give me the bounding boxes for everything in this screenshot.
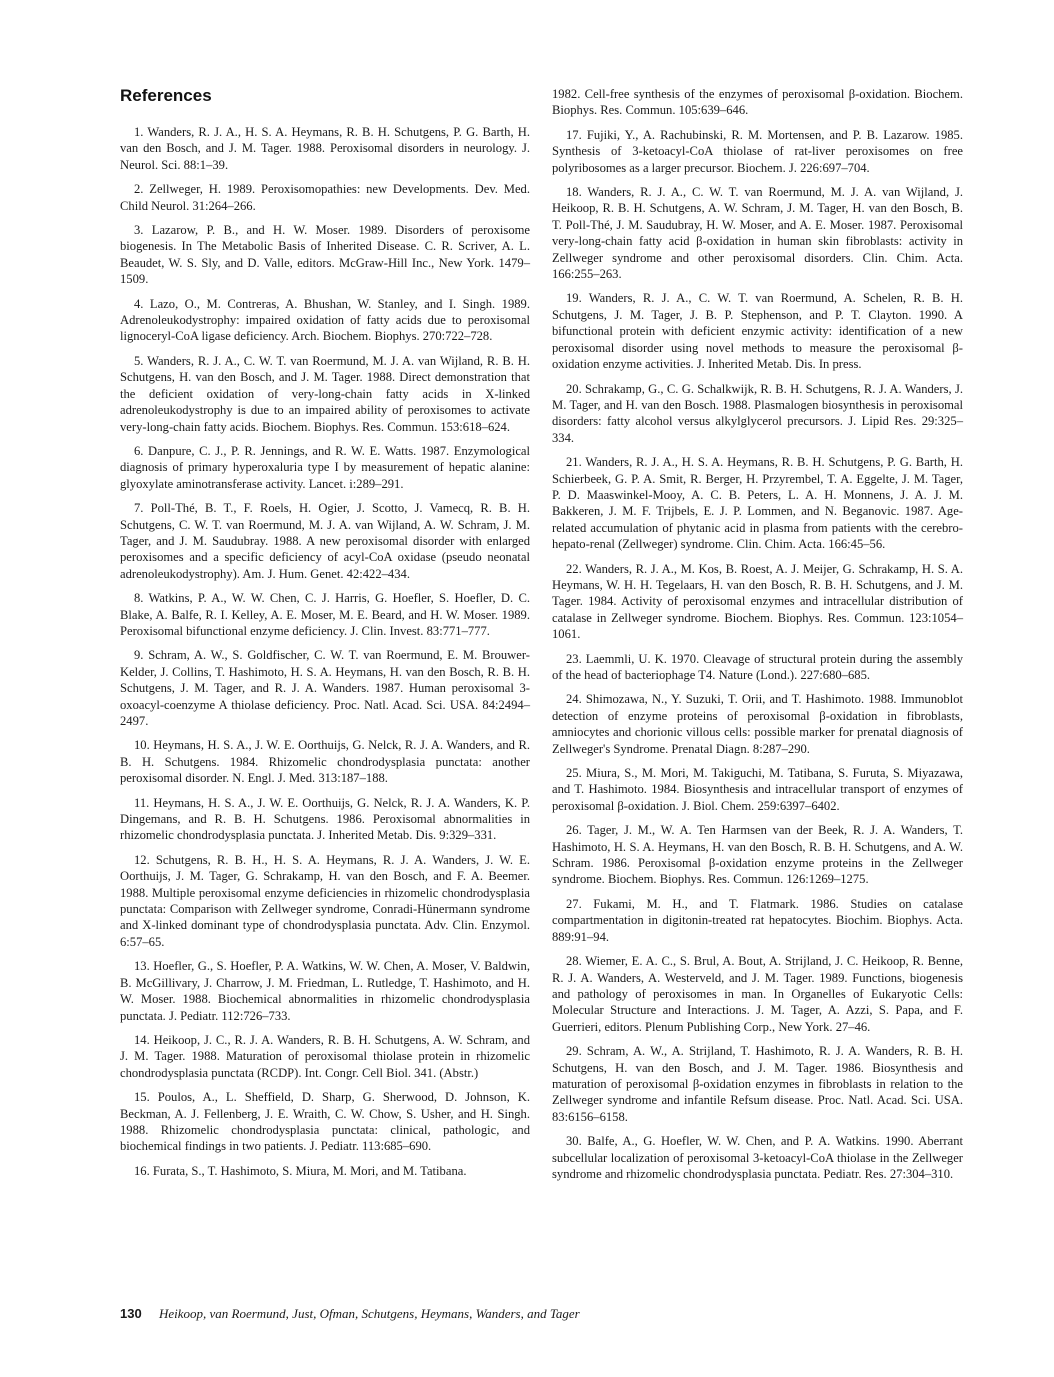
reference-20: 20. Schrakamp, G., C. G. Schalkwijk, R. B. H. Schutgens, R. J. A. Wanders, J. M. Tager, and H. van den Bosch. 1988. Plasmalogen biosynthesis in peroxisomal disorders: fatty alcohol versus alkylglycerol precursors. J. Lipid Res. 29:325–334. <box>552 381 963 445</box>
reference-2: 2. Zellweger, H. 1989. Peroxisomopathies: new Developments. Dev. Med. Child Neurol. 31:264–266. <box>120 182 530 213</box>
reference-8: 8. Watkins, P. A., W. W. Chen, C. J. Harris, G. Hoefler, S. Hoefler, D. C. Blake, A. Balfe, R. I. Kelley, A. E. Moser, M. E. Beard, and H. W. Moser. 1989. Peroxisomal bifunctional enzyme deficiency. J. Clin. Invest. 83:771–777. <box>120 591 530 638</box>
reference-11: 11. Heymans, H. S. A., J. W. E. Oorthuijs, G. Nelck, R. J. A. Wanders, K. P. Dingemans, and R. B. H. Schutgens. 1986. Peroxisomal abnormalities in rhizomelic chondrodysplasia punctata. J. Inherited Metab. Dis. 9:329–331. <box>120 795 530 843</box>
page-footer <box>120 1306 580 1322</box>
reference-23: 23. Laemmli, U. K. 1970. Cleavage of structural protein during the assembly of the head of bacteriophage T4. Nature (Lond.). 227:680–685. <box>552 651 963 682</box>
reference-10: 10. Heymans, H. S. A., J. W. E. Oorthuijs, G. Nelck, R. J. A. Wanders, and R. B. H. Schutgens. 1984. Rhizomelic chondrodysplasia punctata: another peroxisomal disorder. N. Engl. J. Med. 313:187–188. <box>120 738 530 786</box>
reference-26: 26. Tager, J. M., W. A. Ten Harmsen van der Beek, R. J. A. Wanders, T. Hashimoto, H. S. A. Heymans, H. van den Bosch, R. B. H. Schutgens, and A. W. Schram. 1986. Peroxisomal β-oxidation enzyme proteins in the Zellweger syndrome. Biochem. Biophys. Res. Commun. 126:1269–1275. <box>552 823 963 887</box>
reference-14: 14. Heikoop, J. C., R. J. A. Wanders, R. B. H. Schutgens, A. W. Schram, and J. M. Tager. 1988. Maturation of peroxisomal thiolase protein in rhizomelic chondrodysplasia punctata (RCDP). Int. Congr. Cell Biol. 341. (Abstr.) <box>120 1032 530 1080</box>
reference-6: 6. Danpure, C. J., P. R. Jennings, and R. W. E. Watts. 1987. Enzymological diagnosis of primary hyperoxaluria type I by measurement of hepatic alanine: glyoxylate aminotransferase activity. Lancet. i:289–291. <box>120 443 530 491</box>
reference-7: 7. Poll-Thé, B. T., F. Roels, H. Ogier, J. Scotto, J. Vamecq, R. B. H. Schutgens, C. W. T. van Roermund, M. J. A. van Wijland, A. W. Schram, J. M. Tager, and J. M. Saudubray. 1988. A new peroxisomal disorder with enlarged peroxisomes and a specific deficiency of acyl-CoA oxidase (pseudo neonatal adrenoleukodystrophy). Am. J. Hum. Genet. 42:422–434. <box>120 501 530 581</box>
reference-18: 18. Wanders, R. J. A., C. W. T. van Roermund, M. J. A. van Wijland, J. Heikoop, R. B. H. Schutgens, A. W. Schram, J. M. Tager, H. van den Bosch, B. T. Poll-Thé, J. M. Saudubray, H. W. Moser, and A. E. Moser. 1987. Peroxisomal very-long-chain fatty acid β-oxidation in human skin fibroblasts: activity in Zellweger syndrome and other peroxisomal disorders. Clin. Chim. Acta. 166:255–263. <box>552 185 963 282</box>
reference-29: 29. Schram, A. W., A. Strijland, T. Hashimoto, R. J. A. Wanders, R. B. H. Schutgens, H. van den Bosch, and J. M. Tager. 1986. Biosynthesis and maturation of peroxisomal β-oxidation enzymes in fibroblasts in relation to the Zellweger syndrome and infantile Refsum disease. Proc. Natl. Acad. Sci. USA. 83:6156–6158. <box>552 1044 963 1124</box>
reference-30: 30. Balfe, A., G. Hoefler, W. W. Chen, and P. A. Watkins. 1990. Aberrant subcellular localization of peroxisomal 3-ketoacyl-CoA thiolase in the Zellweger syndrome and rhizomelic chondrodysplasia punctata. Pediatr. Res. 27:304–310. <box>552 1134 963 1181</box>
reference-1: 1. Wanders, R. J. A., H. S. A. Heymans, R. B. H. Schutgens, P. G. Barth, H. van den Bosch, and J. M. Tager. 1988. Peroxisomal disorders in neurology. J. Neurol. Sci. 88:1–39. <box>120 125 530 172</box>
page-number: 130 <box>120 1306 142 1321</box>
references-heading: References <box>120 86 212 105</box>
reference-28: 28. Wiemer, E. A. C., S. Brul, A. Bout, A. Strijland, J. C. Heikoop, R. Benne, R. J. A. Wanders, A. Westerveld, and J. M. Tager. 1989. Functions, biogenesis and pathology of peroxisomes in man. In Organelles of Eukaryotic Cells: Molecular Structure and Interactions. J. M. Tager, A. Azzi, S. Papa, and F. Guerrieri, editors. Plenum Publishing Corp., New York. 27–46. <box>552 954 963 1034</box>
reference-27: 27. Fukami, M. H., and T. Flatmark. 1986. Studies on catalase compartmentation in digitonin-treated rat hepatocytes. Biochim. Biophys. Acta. 889:91–94. <box>552 896 963 944</box>
reference-9: 9. Schram, A. W., S. Goldfischer, C. W. T. van Roermund, E. M. Brouwer-Kelder, J. Collins, T. Hashimoto, H. S. A. Heymans, H. van den Bosch, R. B. H. Schutgens, J. M. Tager, and R. J. A. Wanders. 1987. Human peroxisomal 3-oxoacyl-coenzyme A thiolase deficiency. Proc. Natl. Acad. Sci. USA. 84:2494–2497. <box>120 648 530 728</box>
reference-25: 25. Miura, S., M. Mori, M. Takiguchi, M. Tatibana, S. Furuta, S. Miyazawa, and T. Hashimoto. 1984. Biosynthesis and intracellular transport of enzymes of peroxisomal β-oxidation. J. Biol. Chem. 259:6397–6402. <box>552 766 963 813</box>
reference-17: 17. Fujiki, Y., A. Rachubinski, R. M. Mortensen, and P. B. Lazarow. 1985. Synthesis of 3-ketoacyl-CoA thiolase of rat-liver peroxisomes on free polyribosomes as a larger precursor. Biochem. J. 226:697–704. <box>552 127 963 175</box>
reference-16: 16. Furata, S., T. Hashimoto, S. Miura, M. Mori, and M. Tatibana. <box>134 1163 467 1178</box>
reference-16-continuation: 1982. Cell-free synthesis of the enzymes of peroxisomal β-oxidation. Biochem. Biophys. Res. Commun. 105:639–646. <box>552 87 963 118</box>
running-title: Heikoop, van Roermund, Just, Ofman, Schutgens, Heymans, Wanders, and Tager <box>158 1306 580 1321</box>
reference-19: 19. Wanders, R. J. A., C. W. T. van Roermund, A. Schelen, R. B. H. Schutgens, J. M. Tager, J. B. P. Stephenson, and P. T. Clayton. 1990. A bifunctional protein with deficient enzymic activity: identification of a new peroxisomal disorder using novel methods to measure the peroxisomal β-oxidation enzyme activities. J. Inherited Metab. Dis. In press. <box>552 291 963 372</box>
reference-22: 22. Wanders, R. J. A., M. Kos, B. Roest, A. J. Meijer, G. Schrakamp, H. S. A. Heymans, W. H. H. Tegelaars, H. van den Bosch, R. B. H. Schutgens, and J. M. Tager. 1984. Activity of peroxisomal enzymes and intracellular distribution of catalase in Zellweger syndrome. Biochem. Biophys. Res. Commun. 123:1054–1061. <box>552 561 963 642</box>
reference-5: 5. Wanders, R. J. A., C. W. T. van Roermund, M. J. A. van Wijland, R. B. H. Schutgens, H. van den Bosch, and J. M. Tager. 1988. Direct demonstration that the deficient oxidation of very-long-chain fatty acids in X-linked adrenoleukodystrophy is due to an impaired ability of peroxisomes to activate very-long-chain fatty acids. Biochem. Biophys. Res. Commun. 153:618–624. <box>120 353 530 434</box>
reference-3: 3. Lazarow, P. B., and H. W. Moser. 1989. Disorders of peroxisome biogenesis. In The Metabolic Basis of Inherited Disease. C. R. Scriver, A. L. Beaudet, W. S. Sly, and D. Valle, editors. McGraw-Hill Inc., New York. 1479–1509. <box>120 223 530 287</box>
left-column <box>120 124 530 1187</box>
reference-24: 24. Shimozawa, N., Y. Suzuki, T. Orii, and T. Hashimoto. 1988. Immunoblot detection of enzyme proteins of peroxisomal β-oxidation in fibroblasts, amniocytes and chorionic villous cells: possible marker for prenatal diagnosis of Zellweger's Syndrome. Prenatal Diagn. 8:287–290. <box>552 692 963 756</box>
reference-12: 12. Schutgens, R. B. H., H. S. A. Heymans, R. J. A. Wanders, J. W. E. Oorthuijs, J. M. Tager, G. Schrakamp, H. van den Bosch, and F. A. Beemer. 1988. Multiple peroxisomal enzyme deficiencies in rhizomelic chondrodysplasia punctata: Comparison with Zellweger syndrome, Conradi-Hünermann syndrome and X-linked dominant type of chondrodysplasia punctata. Adv. Clin. Enzymol. 6:57–65. <box>120 852 530 949</box>
right-column <box>552 86 963 1190</box>
reference-21: 21. Wanders, R. J. A., H. S. A. Heymans, R. B. H. Schutgens, P. G. Barth, H. Schierbeek, G. P. A. Smit, R. Berger, H. Przyrembel, T. A. Eggelte, J. M. Tager, P. D. Maaswinkel-Mooy, A. C. B. Peters, L. A. H. Monnens, J. A. J. M. Bakkeren, J. M. F. Trijbels, E. J. P. Lommen, and N. Beganovic. 1987. Age-related accumulation of phytanic acid in plasma from patients with the cerebro-hepato-renal (Zellweger) syndrome. Clin. Chim. Acta. 166:45–56. <box>552 455 963 552</box>
reference-4: 4. Lazo, O., M. Contreras, A. Bhushan, W. Stanley, and I. Singh. 1989. Adrenoleukodystrophy: impaired oxidation of fatty acids due to peroxisomal lignoceryl-CoA ligase deficiency. Arch. Biochem. Biophys. 270:722–728. <box>120 296 530 344</box>
reference-15: 15. Poulos, A., L. Sheffield, D. Sharp, G. Sherwood, D. Johnson, K. Beckman, A. J. Fellenberg, J. E. Wraith, C. W. Chow, S. Usher, and H. Singh. 1988. Rhizomelic chondrodysplasia punctata: clinical, pathologic, and biochemical findings in two patients. J. Pediatr. 113:685–690. <box>120 1090 530 1154</box>
reference-13: 13. Hoefler, G., S. Hoefler, P. A. Watkins, W. W. Chen, A. Moser, V. Baldwin, B. McGillivary, J. Charrow, J. M. Friedman, L. Rutledge, T. Hashimoto, and H. W. Moser. 1988. Biochemical abnormalities in rhizomelic chondrodysplasia punctata. J. Pediatr. 112:726–733. <box>120 959 530 1023</box>
